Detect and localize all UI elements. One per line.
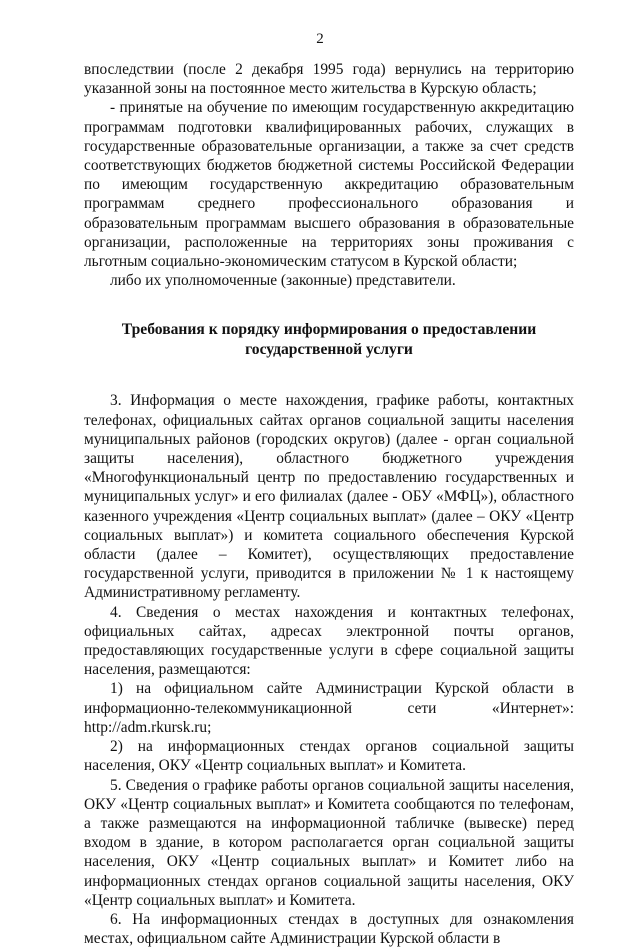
paragraph-continuation: впоследствии (после 2 декабря 1995 года) вернулись на территорию указанной зоны на постоянное место жительства в Курскую область; [84,61,574,98]
paragraph-4-item-1: 1) на официальном сайте Администрации Курской области в информационно-телекоммуникационной сети «Интернет»: http://adm.rkursk.ru; [84,680,574,736]
section-heading-line-2: государственной услуги [245,341,413,359]
paragraph-list-item: - принятые на обучение по имеющим государственную аккредитацию программам подготовки квалифицированных рабочих, служащих в государственные образовательные организации, а также за счет средств соответствующих бюджетов бюджетной системы Российской Федерации по имеющим государственную аккредитацию образовательным программам среднего профессионального образования и образовательным программам высшего образования в образовательные организации, расположенные на территориях зоны проживания с льготным социально-экономическим статусом в Курской области; [84,99,574,271]
section-heading [84,320,574,360]
paragraph-6: 6. На информационных стендах в доступных для ознакомления местах, официальном сайте Администрации Курской области в [84,910,574,948]
paragraph-5: 5. Сведения о графике работы органов социальной защиты населения, ОКУ «Центр социальных выплат» и Комитета сообщаются по телефонам, а также размещаются на информационной табличке (вывеске) перед входом в здание, в котором располагается орган социальной защиты населения, ОКУ «Центр социальных выплат» и Комитет либо на информационных стендах органов социальной защиты населения, ОКУ «Центр социальных выплат» и Комитета. [84,776,574,909]
section-heading-line-1: Требования к порядку информирования о предоставлении [121,321,537,339]
paragraph-4: 4. Сведения о местах нахождения и контактных телефонах, официальных сайтах, адресах электронной почты органов, предоставляющих государственные услуги в сфере социальной защиты населения, размещаются: [84,603,574,679]
paragraph-3: 3. Информация о месте нахождения, графике работы, контактных телефонах, официальных сайтах органов социальной защиты населения муниципальных районов (городских округов) (далее - орган социальной защиты населения), областного бюджетного учреждения «Многофункциональный центр по предоставлению государственных и муниципальных услуг» и его филиалах (далее - ОБУ «МФЦ»), областного казенного учреждения «Центр социальных выплат» (далее – ОКУ «Центр социальных выплат») и комитета социального обеспечения Курской области (далее – Комитет), осуществляющих предоставление государственной услуги, приводится в приложении № 1 к настоящему Административному регламенту. [84,392,574,602]
paragraph-representatives: либо их уполномоченные (законные) представители. [110,272,456,290]
document-body [84,60,574,948]
paragraph-4-item-2: 2) на информационных стендах органов социальной защиты населения, ОКУ «Центр социальных выплат» и Комитета. [84,738,574,775]
page-number: 2 [316,31,324,47]
